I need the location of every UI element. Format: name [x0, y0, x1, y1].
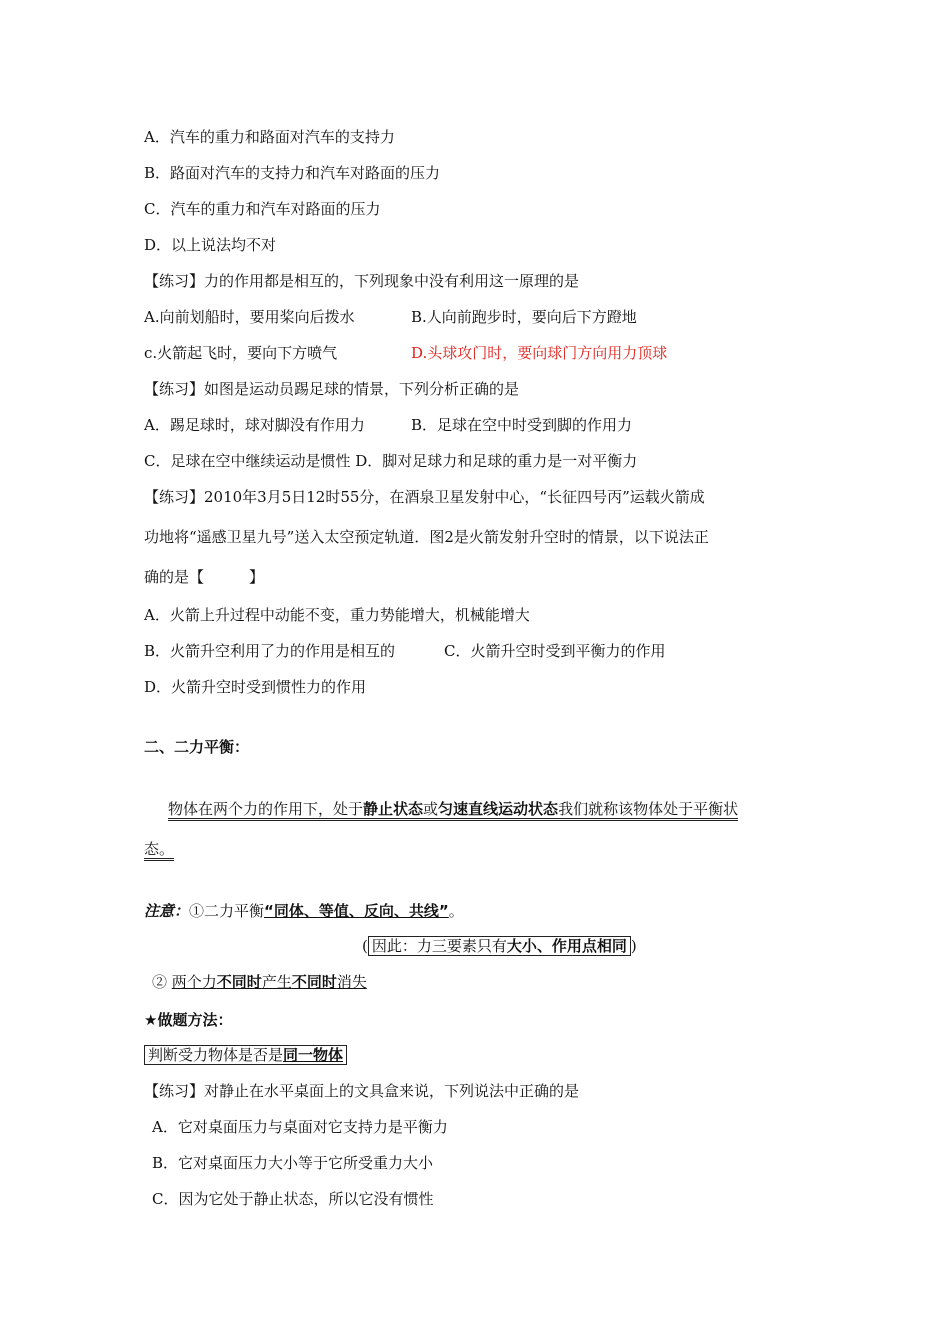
option-c: c.火箭起飞时，要向下方喷气	[144, 344, 338, 362]
note-text: 。	[448, 902, 464, 920]
note-text: 消失	[336, 973, 367, 991]
option-a: A．火箭上升过程中动能不变，重力势能增大，机械能增大	[144, 606, 530, 624]
definition-line1	[168, 799, 738, 819]
note-keyword: 不同时	[291, 973, 337, 991]
exercise-stem-line2: 功地将“遥感卫星九号”送入太空预定轨道．图2是火箭发射升空时的情景，以下说法正	[144, 528, 709, 546]
method-heading: ★做题方法：	[144, 1011, 233, 1029]
option-c: C．火箭升空时受到平衡力的作用	[444, 642, 666, 660]
paren: (	[362, 937, 368, 955]
note-text: ①二力平衡	[189, 902, 265, 920]
exercise-stem-line1: 【练习】2010年3月5日12时55分，在酒泉卫星发射中心，“长征四号丙”运载火箭成	[144, 488, 705, 506]
note-text: 两个力	[171, 973, 217, 991]
option-a: A．踢足球时，球对脚没有作用力	[144, 416, 365, 434]
note-line1	[144, 901, 464, 921]
note-keyword: 不同时	[216, 973, 262, 991]
option-a: A.向前划船时，要用桨向后拨水	[144, 308, 355, 326]
exercise-stem: 【练习】对静止在水平桌面上的文具盒来说，下列说法中正确的是	[144, 1082, 580, 1100]
keyword-static-state: 静止状态	[363, 800, 424, 818]
option-b: B．火箭升空利用了力的作用是相互的	[144, 642, 396, 660]
note-label: 注意：	[144, 902, 190, 920]
option-a: A．汽车的重力和路面对汽车的支持力	[144, 128, 395, 146]
option-b: B．它对桌面压力大小等于它所受重力大小	[152, 1154, 434, 1172]
note-underlined	[172, 973, 367, 991]
section-heading: 二、二力平衡：	[144, 738, 250, 756]
method-text	[144, 1045, 347, 1065]
option-a: A．它对桌面压力与桌面对它支持力是平衡力	[152, 1118, 448, 1136]
option-d: D．火箭升空时受到惯性力的作用	[144, 678, 367, 696]
option-b: B．路面对汽车的支持力和汽车对路面的压力	[144, 164, 441, 182]
option-b: B.人向前跑步时，要向后下方蹬地	[411, 308, 637, 326]
exercise-stem: 【练习】力的作用都是相互的，下列现象中没有利用这一原理的是	[144, 272, 580, 290]
definition-text	[168, 800, 738, 821]
definition-text-end: 态。	[144, 840, 174, 861]
method-part: 判断受力物体是否是	[148, 1046, 284, 1064]
paren: )	[630, 937, 637, 955]
note-parenthetical	[362, 936, 637, 956]
note-text: 因此：力三要素只有	[371, 937, 507, 955]
option-c: C．因为它处于静止状态，所以它没有惯性	[152, 1190, 434, 1208]
option-b: B．足球在空中时受到脚的作用力	[411, 416, 633, 434]
definition-part: 我们就称该物体处于平衡状	[558, 800, 739, 818]
exercise-stem-line3: 确的是【 】	[144, 568, 265, 586]
option-d: D．以上说法均不对	[144, 236, 277, 254]
answer-option-d: D.头球攻门时，要向球门方向用力顶球	[411, 344, 668, 362]
note-text: 产生	[261, 973, 292, 991]
note-keywords: 大小、作用点相同	[506, 937, 627, 955]
note-number: ②	[152, 973, 172, 991]
method-keyword: 同一物体	[283, 1046, 344, 1064]
option-c-d: C．足球在空中继续运动是惯性 D．脚对足球力和足球的重力是一对平衡力	[144, 452, 638, 470]
note-line2	[152, 972, 367, 992]
definition-line2	[144, 839, 174, 859]
option-c: C．汽车的重力和汽车对路面的压力	[144, 200, 381, 218]
note-keywords: “同体、等值、反向、共线”	[264, 902, 449, 920]
definition-part: 物体在两个力的作用下，处于	[168, 800, 364, 818]
boxed-method	[144, 1045, 347, 1065]
definition-part: 或	[423, 800, 439, 818]
boxed-note	[368, 936, 631, 956]
keyword-uniform-motion: 匀速直线运动状态	[438, 800, 559, 818]
exercise-stem: 【练习】如图是运动员踢足球的情景，下列分析正确的是	[144, 380, 520, 398]
